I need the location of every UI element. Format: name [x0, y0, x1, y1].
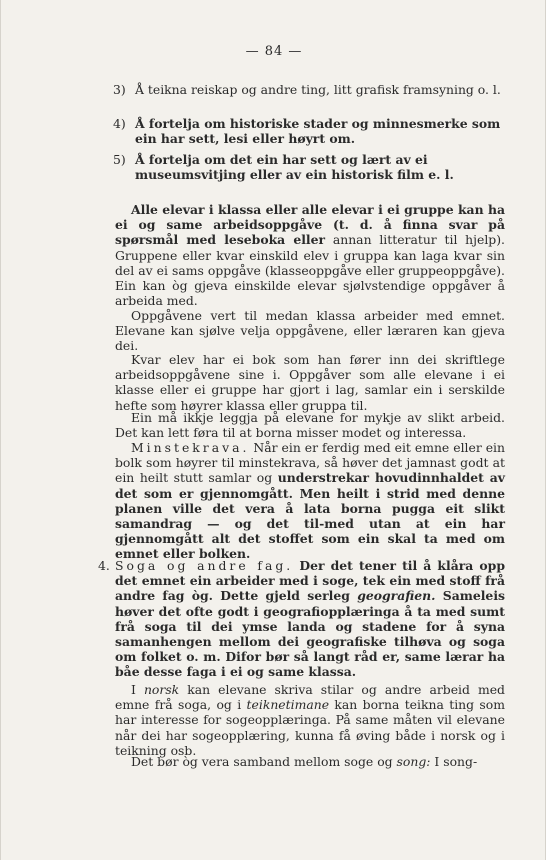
- paragraph-text: Oppgåvene vert til medan klassa arbeider med emnet. Elevane kan sjølve velja oppgåvene, eller læraren kan gjeva dei.: [115, 308, 505, 354]
- paragraph-rest: annan litteratur til hjelp). Gruppene eller kvar einskild elev i gruppa kan laga kvar sin del av ei sams oppgåve (klasseoppgåve eller gruppeoppgåve). Ein kan òg gjeva einskilde elevar sjølvstendige oppgåver å arbeida med.: [115, 232, 505, 309]
- paragraph-alle-elevar: [115, 202, 505, 308]
- section-text-2: Sameleis høver det ofte godt i geografiopplæringa å ta med sumt frå soga til dei ymse landa og stadene for å syna samanhengen mellom dei geografiske tilhøva og soga om folket o. m. Difor bør så langt råd er, same lærar ha båe desse faga i ei og same klassa.: [115, 588, 505, 680]
- det-bor-post: I song-: [430, 754, 478, 769]
- list-item-text: Å fortelja om historiske stader og minnesmerke som ein har sett, lesi eller høyrt om.: [135, 116, 501, 147]
- list-item-number: 5): [113, 152, 126, 167]
- list-item-text: Å fortelja om det ein har sett og lært av ei museumsvitjing eller av ein historisk film e. l.: [135, 152, 454, 183]
- list-item-number: 4): [113, 116, 126, 131]
- paragraph-ein-ma: [115, 410, 505, 440]
- section-number: 4.: [98, 558, 110, 573]
- paragraph-norsk: [115, 682, 505, 758]
- section-heading: Soga og andre fag.: [115, 558, 294, 573]
- minstekrava-heading: Minstekrava.: [131, 440, 250, 455]
- paragraph-text: Kvar elev har ei bok som han fører inn dei skriftlege arbeidsoppgåvene sine i. Oppgåver som alle elevane i ei klasse eller ei gruppe har gjort i lag, samlar ein i serskilde hefte som høyrer klassa eller gruppa til.: [115, 352, 505, 413]
- minstekrava-text: Når ein er ferdig med eit emne eller ein bolk som høyrer til minstekrava, så høver det jamnast godt at ein heilt stutt samlar og: [115, 440, 505, 486]
- paragraph-det-bor: [115, 754, 505, 769]
- teiknetimane-word: teiknetimane: [246, 697, 330, 713]
- paragraph-bold-part: Alle elevar i klassa eller alle elevar i ei gruppe kan ha ei og same arbeidsoppgåve (t. d. å finna svar på spørsmål med leseboka eller: [115, 202, 505, 248]
- norsk-mid: kan elevane skriva stilar og andre arbeid med emne frå soga, og i: [115, 682, 505, 713]
- section-geografien: geografien.: [357, 588, 436, 604]
- page-number: — 84 —: [245, 44, 303, 59]
- norsk-rest: kan borna teikna ting som har interesse for sogeopplæringa. På same måten vil elevane når dei har sogeopplæring, kunna få øving både i norsk og i teikning osb.: [115, 697, 505, 758]
- list-item: [115, 152, 505, 182]
- list-item-text: Å teikna reiskap og andre ting, litt grafisk framsyning o. l.: [135, 82, 501, 97]
- list-item: [115, 82, 505, 97]
- section-text: Der det tener til å klåra opp det emnet ein arbeider med i soge, tek ein med stoff frå andre fag òg. Dette gjeld serleg: [115, 558, 505, 604]
- song-word: song:: [396, 754, 431, 769]
- paragraph-kvar-elev: [115, 352, 505, 413]
- paragraph-oppgavene: [115, 308, 505, 354]
- norsk-word: norsk: [143, 682, 180, 697]
- minstekrava-bold: understrekar hovudinnhaldet av det som er gjennomgått. Men heilt i strid med denne planen ville det vera å lata borna pugga eit slikt samandrag — og det til-med utan at ein har gjennomgått alt det stoffet som ein skal ta med om emnet eller bolken.: [115, 470, 505, 562]
- det-bor-pre: Det bør òg vera samband mellom soge og: [131, 754, 397, 769]
- paragraph-minstekrava: [115, 440, 505, 562]
- section-4: [115, 558, 505, 680]
- list-item-number: 3): [113, 82, 126, 97]
- list-item: [115, 116, 505, 146]
- norsk-pre: I: [131, 682, 144, 697]
- paragraph-text: Ein må ikkje leggja på elevane for mykje av slikt arbeid. Det kan lett føra til at borna misser modet og interessa.: [115, 410, 505, 441]
